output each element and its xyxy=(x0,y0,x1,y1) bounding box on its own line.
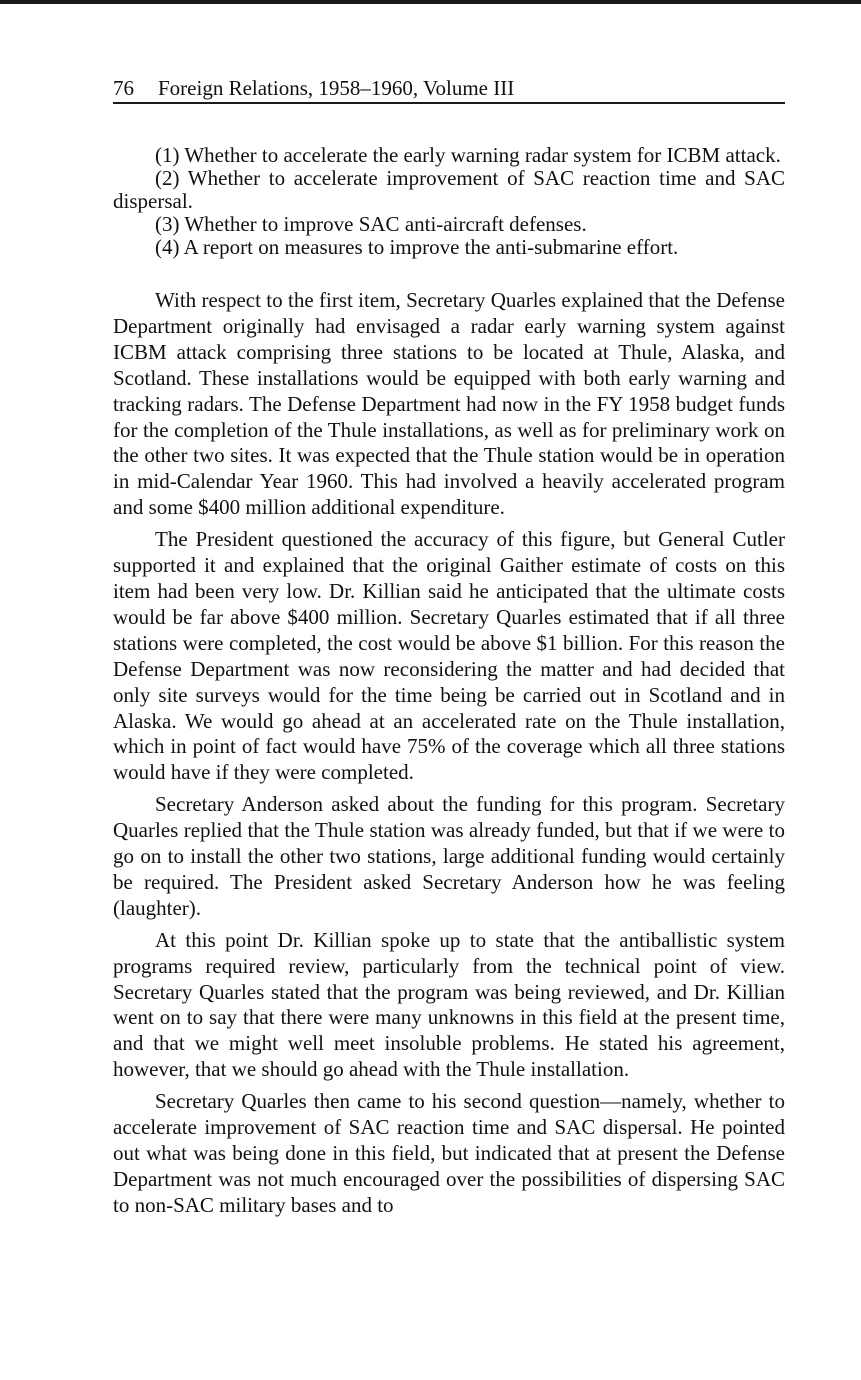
document-page xyxy=(113,76,785,1225)
running-header xyxy=(113,76,785,104)
paragraph: Secretary Anderson asked about the funding for this program. Secretary Quarles replied that the Thule station was already funded, but that if we were to go on to install the other two stations, large additional funding would certainly be required. The President asked Secretary Anderson how he was feeling (laughter). xyxy=(113,792,785,920)
running-title: Foreign Relations, 1958–1960, Volume III xyxy=(158,76,515,100)
question-list xyxy=(113,144,785,259)
top-border xyxy=(0,0,861,4)
paragraph: With respect to the first item, Secretary Quarles explained that the Defense Department originally had envisaged a radar early warning system against ICBM attack comprising three stations to be located at Thule, Alaska, and Scotland. These installations would be equipped with both early warning and tracking radars. The Defense Department had now in the FY 1958 budget funds for the completion of the Thule installations, as well as for preliminary work on the other two sites. It was expected that the Thule station would be in operation in mid-Calendar Year 1960. This had involved a heavily accelerated program and some $400 million additional expenditure. xyxy=(113,288,785,520)
page-number: 76 xyxy=(113,76,134,100)
paragraph: The President questioned the accuracy of this figure, but General Cutler supported it and explained that the original Gaither estimate of costs on this item had been very low. Dr. Killian said he anticipated that the ultimate costs would be far above $400 million. Secretary Quarles estimated that if all three stations were completed, the cost would be above $1 billion. For this reason the Defense Department was now reconsidering the matter and had decided that only site surveys would for the time being be carried out in Scotland and in Alaska. We would go ahead at an accelerated rate on the Thule installation, which in point of fact would have 75% of the coverage which all three stations would have if they were completed. xyxy=(113,527,785,785)
list-item: (4) A report on measures to improve the anti-submarine effort. xyxy=(155,235,679,259)
body-text xyxy=(113,288,785,1219)
list-item: (3) Whether to improve SAC anti-aircraft defenses. xyxy=(155,212,587,236)
paragraph: At this point Dr. Killian spoke up to state that the antiballistic system programs required review, particularly from the technical point of view. Secretary Quarles stated that the program was being reviewed, and Dr. Killian went on to say that there were many unknowns in this field at the present time, and that we might well meet insoluble problems. He stated his agreement, however, that we should go ahead with the Thule installation. xyxy=(113,927,785,1082)
list-item: (2) Whether to accelerate improvement of SAC reaction time and SAC dispersal. xyxy=(113,166,785,213)
list-item: (1) Whether to accelerate the early warning radar system for ICBM attack. xyxy=(155,143,781,167)
paragraph: Secretary Quarles then came to his second question—namely, whether to accelerate improvement of SAC reaction time and SAC dispersal. He pointed out what was being done in this field, but indicated that at present the Defense Department was not much encouraged over the possibilities of dispersing SAC to non-SAC military bases and to xyxy=(113,1089,785,1217)
